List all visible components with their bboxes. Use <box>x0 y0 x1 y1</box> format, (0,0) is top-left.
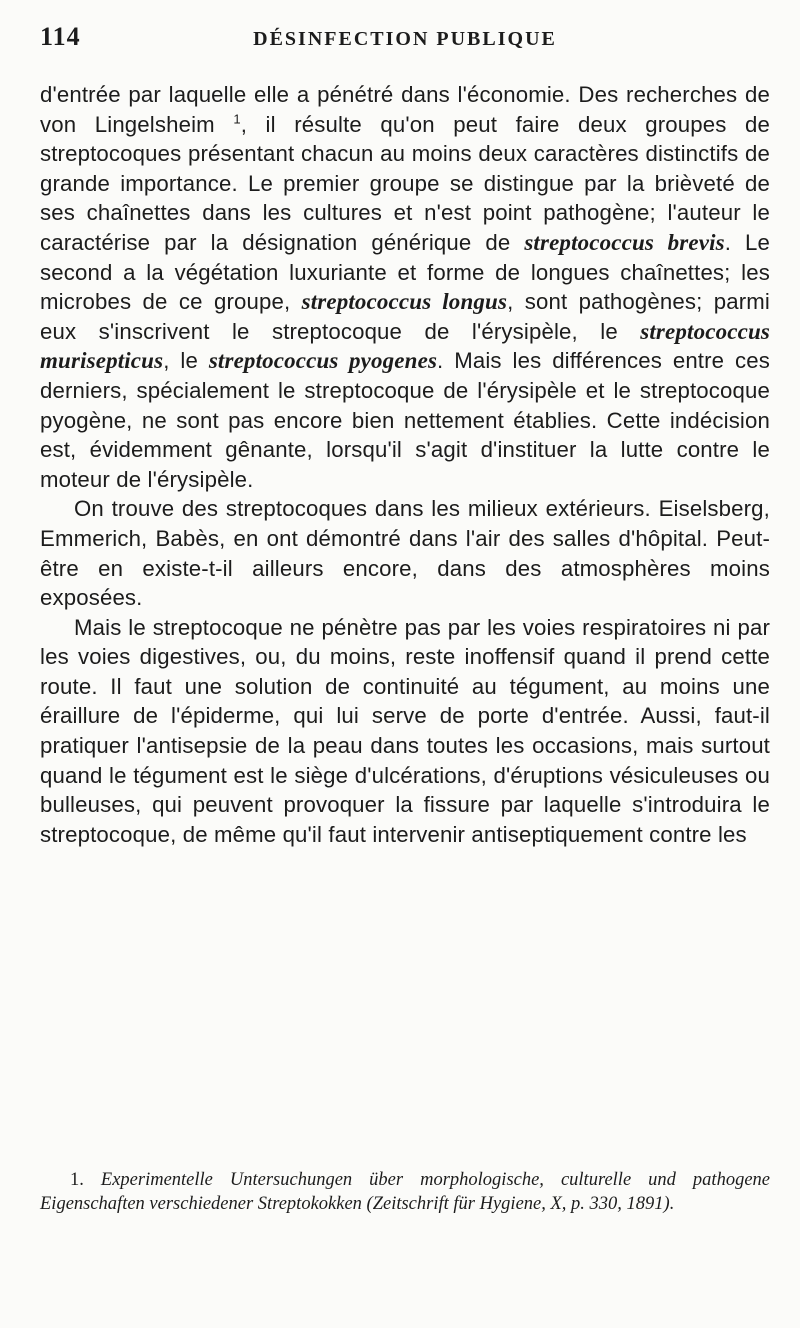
paragraph-2: On trouve des streptocoques dans les milieux extérieurs. Eiselsberg, Emmerich, Babès, en ont démontré dans l'air des salles d'hôpital. Peut-être en existe-t-il ailleurs encore, dans des atmosphères moins exposées. <box>40 496 770 611</box>
footnote <box>40 1168 770 1216</box>
paragraph-1-text-d: , sont pathogènes; parmi eux s'inscrivent le streptocoque de l'érysipèle, le <box>40 289 770 344</box>
footnote-source: (Zeitschrift für Hygiene, X, p. 330, 1891). <box>366 1194 675 1214</box>
body-text <box>40 80 770 849</box>
paragraph-1-text-a: d'entrée par laquelle elle a pénétré dans l'économie. Des recherches de von Lingelsheim <box>40 82 770 137</box>
term-streptococcus-murisepticus: streptococcus murisepticus <box>40 318 770 374</box>
term-streptococcus-pyogenes: streptococcus pyogenes <box>208 348 438 374</box>
page-number: 114 <box>40 22 81 51</box>
footnote-title: Experimentelle Untersuchungen über morphologische, culturelle und pathogene Eigenschaften verschiedener Streptokokken <box>40 1170 770 1214</box>
paragraph-1-text-e: , le <box>163 348 209 374</box>
running-title: DÉSINFECTION PUBLIQUE <box>253 28 557 50</box>
footnote-reference: 1 <box>233 111 241 127</box>
paragraph-1 <box>40 80 770 494</box>
footnote-number: 1. <box>70 1170 84 1190</box>
term-streptococcus-brevis: streptococcus brevis <box>524 229 725 255</box>
paragraph-1-text-f: . Mais les différences entre ces derniers, spécialement le streptocoque de l'érysipèle et le streptocoque pyogène, ne sont pas encore bien nettement établies. Cette indécision est, évidemment gênante, lorsqu'il s'agit d'instituer la lutte contre le moteur de l'érysipèle. <box>40 348 770 492</box>
paragraph-1-text-c: . Le second a la végétation luxuriante et forme de longues chaînettes; les microbes de ce groupe, <box>40 229 770 315</box>
paragraph-3: Mais le streptocoque ne pénètre pas par les voies respiratoires ni par les voies digestives, ou, du moins, reste inoffensif quand il prend cette route. Il faut une solution de continuité au tégument, au moins une éraillure de l'épiderme, qui lui serve de porte d'entrée. Aussi, faut-il pratiquer l'antisepsie de la peau dans toutes les occasions, mais surtout quand le tégument est le siège d'ulcérations, d'éruptions vésiculeuses ou bulleuses, qui peuvent provoquer la fissure par laquelle s'introduira le streptocoque, de même qu'il faut intervenir antiseptiquement contre les <box>40 614 770 847</box>
running-head <box>40 22 770 62</box>
paragraph-1-text-b: , il résulte qu'on peut faire deux groupes de streptocoques présentant chacun au moins deux caractères distinctifs de grande importance. Le premier groupe se distingue par la brièveté de ses chaînettes dans les cultures et n'est point pathogène; l'auteur le caractérise par la désignation générique de <box>40 111 770 255</box>
term-streptococcus-longus: streptococcus longus <box>301 289 508 315</box>
